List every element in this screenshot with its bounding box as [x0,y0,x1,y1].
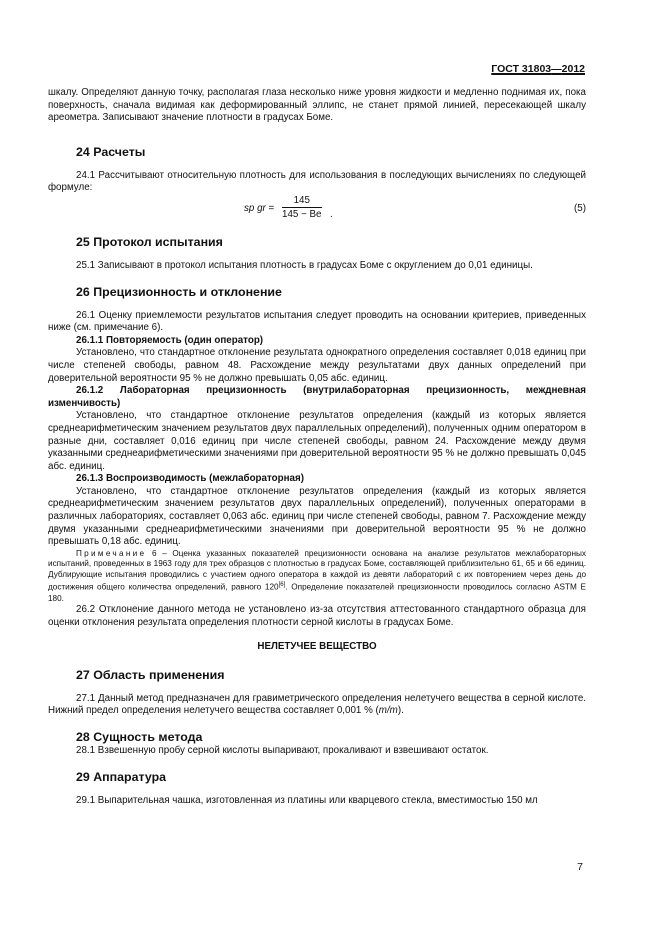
standard-code [491,63,585,75]
note-text-b: . Определение показателей прецизионности проводилось согласно ASTM E 180. [48,583,586,603]
standard-code-year: 2012 [561,63,585,75]
formula-denominator: 145 − Be [282,208,322,220]
paragraph-27-1: 27.1 Данный метод предназначен для гравиметрического определения нелетучего вещества в серной кислоте. Нижний предел определения нелетучего вещества составляет 0,001 % (m/m). [48,692,586,717]
subheading-26-1-1: 26.1.1 Повторяемость (один оператор) [76,334,264,346]
note-reference: [6] [278,582,286,589]
subheading-26-1-3: 26.1.3 Воспроизводимость (межлабораторная) [76,473,304,485]
paragraph-28-1: 28.1 Взвешенную пробу серной кислоты выпаривают, прокаливают и взвешивают остаток. [76,745,489,757]
paragraph-26-1-1: Установлено, что стандартное отклонение результата однократного определения составляет 0,018 единиц при числе степеней свободы, равном 48. Расхождение между результатами двух данных определений при доверительной вероятности 95 % не должно превышать 0,05 абс. единиц. [48,347,586,384]
heading-25: 25 Протокол испытания [76,234,223,249]
heading-28: 28 Сущность метода [76,730,203,745]
paragraph-25-1: 25.1 Записывают в протокол испытания плотность в градусах Боме с округлением до 0,01 единицы. [76,259,533,271]
note-6 [48,549,586,604]
heading-24: 24 Расчеты [76,144,146,159]
subheading-26-1-2: 26.1.2 Лабораторная прецизионность (внутрилабораторная прецизионность, междневная изменчивость) [48,385,586,409]
section-title: НЕЛЕТУЧЕЕ ВЕЩЕСТВО [257,641,377,653]
paragraph-26-1: 26.1 Оценку приемлемости результатов испытания следует проводить на основании критериев, приведенных ниже (см. примечание 6). [48,309,586,334]
formula-fraction [282,195,322,220]
heading-29: 29 Аппаратура [76,769,167,784]
formula-period: . [330,208,333,220]
formula-5 [48,195,586,223]
heading-27: 27 Область применения [76,667,225,682]
note-label: Примечание [76,548,147,558]
note-text-a: 6 – Оценка указанных показателей прецизионности основана на анализе результатов межлабораторных испытаний, проведенных в 1963 году для трех образцов с плотностью в градусах Боме, составляющей приблизительно 61, 65 и 66 единиц. Дублирующие испытания проводились с участием одного оператора в каждой из девяти лабораторий с их повторением через день до достижения общего количества определений, равного 120 [48,548,586,593]
standard-code-dash: — [551,63,562,75]
page-number: 7 [577,861,583,873]
heading-26: 26 Прецизионность и отклонение [76,284,282,299]
formula-number: (5) [574,202,586,214]
paragraph-26-1-2: Установлено, что стандартное отклонение результатов определения (каждый из которых является среднеарифметическим значением результатов двух параллельных определений), полученных одним оператором в разные дни, составляет 0,016 единиц при числе степеней свободы, равном 24. Расхождение между двумя указанными среднеарифметическими значениями при доверительной вероятности 95 % не должно превышать 0,045 абс. единиц. [48,410,586,472]
standard-code-number: ГОСТ 31803 [491,63,552,75]
formula-numerator: 145 [282,195,322,208]
paragraph-24-1: 24.1 Рассчитывают относительную плотность для использования в последующих вычислениях по следующей формуле: [48,169,586,194]
paragraph-continuation: шкалу. Определяют данную точку, располагая глаза несколько ниже уровня жидкости и медленно поднимая их, пока поверхность, сначала видимая как деформированный эллипс, не станет прямой линией, пересекающей шкалу ареометра. Записывают значение плотности в градусах Боме. [48,87,586,124]
paragraph-26-2: 26.2 Отклонение данного метода не установлено из-за отсутствия аттестованного стандартного образца для оценки отклонения результата определения плотности серной кислоты в градусах Боме. [48,604,586,628]
formula-lhs: sp gr = [244,202,275,214]
unit-m-m: m/m [378,705,398,717]
paragraph-26-1-3: Установлено, что стандартное отклонение результатов определения (каждый из которых является среднеарифметическим значением результатов двух параллельных определений), полученных операторами в различных лабораториях, составляет 0,063 абс. единиц при числе степеней свободы, равном 7. Расхождение между двумя указанными среднеарифметическими значениями при доверительной вероятности 95 % не должно превышать 0,18 абс. единиц. [48,485,586,548]
paragraph-29-1: 29.1 Выпарительная чашка, изготовленная из платины или кварцевого стекла, вместимостью 150 мл [76,794,538,806]
document-body [48,87,586,807]
